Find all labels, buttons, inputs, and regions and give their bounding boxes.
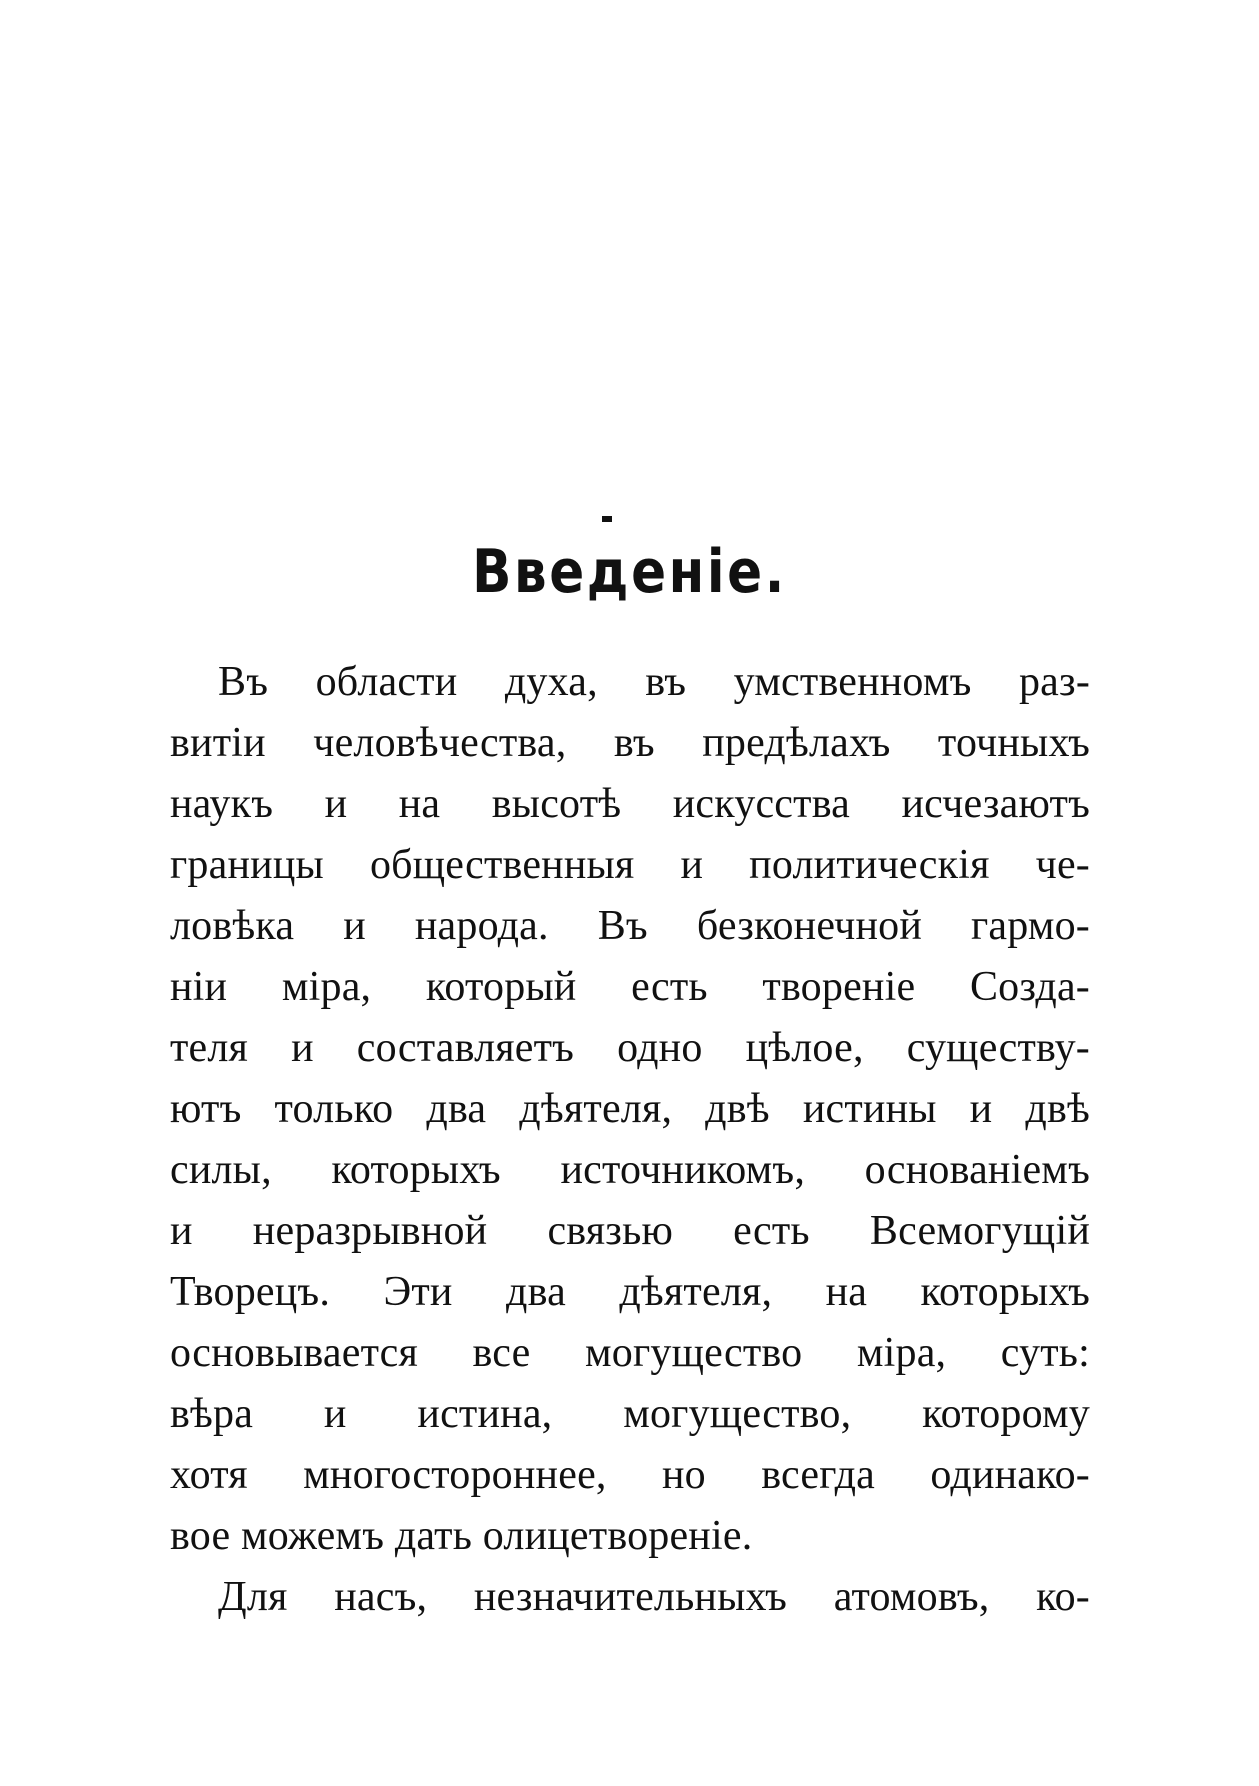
- text-line: границы общественныя и политическія че-: [170, 842, 1090, 888]
- body-text: [170, 652, 1090, 1628]
- text-line: силы, которыхъ источникомъ, основаніемъ: [170, 1147, 1090, 1193]
- text-line: вое можемъ дать олицетвореніе.: [170, 1513, 753, 1559]
- text-line: основывается все могущество міра, суть:: [170, 1330, 1090, 1376]
- text-line: наукъ и на высотѣ искусства исчезаютъ: [170, 781, 1090, 827]
- text-line: теля и составляетъ одно цѣлое, существу-: [170, 1025, 1090, 1071]
- chapter-title: Введеніе.: [472, 537, 787, 607]
- text-line: ловѣка и народа. Въ безконечной гармо-: [170, 903, 1090, 949]
- text-line: Творецъ. Эти два дѣятеля, на которыхъ: [170, 1269, 1090, 1315]
- text-line: Въ области духа, въ умственномъ раз-: [218, 659, 1090, 705]
- ink-mark: [602, 516, 612, 522]
- text-line: вѣра и истина, могущество, которому: [170, 1391, 1090, 1437]
- text-line: ніи міра, который есть твореніе Созда-: [170, 964, 1090, 1010]
- text-line: и неразрывной связью есть Всемогущій: [170, 1208, 1090, 1254]
- text-line: Для насъ, незначительныхъ атомовъ, ко-: [218, 1574, 1090, 1620]
- text-line: хотя многостороннее, но всегда одинако-: [170, 1452, 1090, 1498]
- text-line: витіи человѣчества, въ предѣлахъ точныхъ: [170, 720, 1090, 766]
- text-line: ютъ только два дѣятеля, двѣ истины и двѣ: [170, 1086, 1090, 1132]
